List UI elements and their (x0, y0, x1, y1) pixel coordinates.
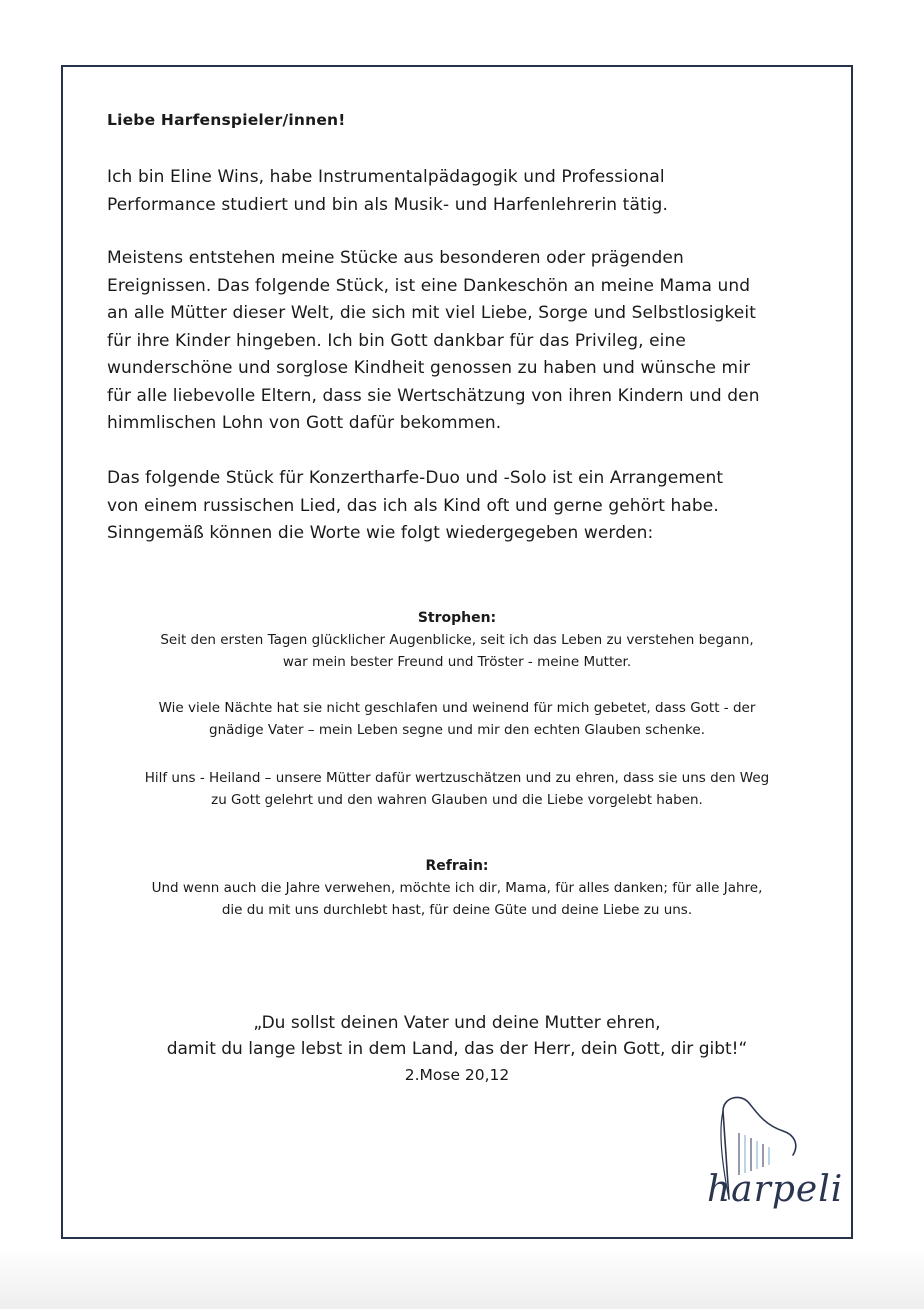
story-line: an alle Mütter dieser Welt, die sich mit viel Liebe, Sorge und Selbstlosigkeit (107, 303, 756, 323)
quote-line: „Du sollst deinen Vater und deine Mutter ehren, (253, 1013, 661, 1033)
intro-line: Ich bin Eline Wins, habe Instrumentalpädagogik und Professional (107, 167, 665, 187)
verse-line: zu Gott gelehrt und den wahren Glauben und die Liebe vorgelebt haben. (211, 792, 703, 808)
verse-line: Wie viele Nächte hat sie nicht geschlafen und weinend für mich gebetet, dass Gott - der (158, 700, 756, 716)
document-frame (61, 65, 853, 1239)
intro-line: Performance studiert und bin als Musik- und Harfenlehrerin tätig. (107, 194, 668, 215)
refrain-text (63, 877, 851, 921)
piece-line: Sinngemäß können die Worte wie folgt wiedergegeben werden: (107, 523, 654, 543)
refrain-line: die du mit uns durchlebt hast, für deine Güte und deine Liebe zu uns. (221, 902, 693, 918)
logo-wordmark: harpeli (707, 1169, 844, 1210)
strophen-heading: Strophen: (417, 610, 497, 626)
strophen-section (63, 607, 851, 629)
refrain-line: Und wenn auch die Jahre verwehen, möchte ich dir, Mama, für alles danken; für alle Jahre, (151, 880, 763, 896)
story-paragraph (107, 245, 827, 438)
story-line: für alle liebevolle Eltern, dass sie Wertschätzung von ihren Kindern und den (107, 385, 760, 406)
verse-line: Hilf uns - Heiland – unsere Mütter dafür wertzuschätzen und zu ehren, dass sie uns den Weg (144, 770, 770, 786)
greeting: Liebe Harfenspieler/innen! (107, 111, 346, 129)
harp-icon (699, 1089, 849, 1219)
quote-line: damit du lange lebst in dem Land, das der Herr, dein Gott, dir gibt!“ (166, 1039, 748, 1059)
verse-1 (63, 629, 851, 673)
piece-line: von einem russischen Lied, das ich als Kind oft und gerne gehört habe. (107, 495, 719, 516)
story-line: Ereignissen. Das folgende Stück, ist eine Dankeschön an meine Mama und (107, 275, 751, 296)
piece-paragraph (107, 465, 827, 548)
quote-reference: 2.Mose 20,12 (404, 1066, 510, 1084)
story-line: himmlischen Lohn von Gott dafür bekommen. (107, 413, 502, 433)
story-line: für ihre Kinder hingeben. Ich bin Gott dankbar für das Privileg, eine (107, 330, 686, 351)
refrain-heading: Refrain: (425, 858, 489, 874)
verse-line: Seit den ersten Tagen glücklicher Augenblicke, seit ich das Leben zu verstehen begann, (160, 632, 754, 648)
verse-line: war mein bester Freund und Tröster - meine Mutter. (282, 654, 632, 670)
harpeli-logo (699, 1089, 849, 1219)
verse-3 (63, 767, 851, 811)
bible-quote (63, 1010, 851, 1088)
verse-line: gnädige Vater – mein Leben segne und mir den echten Glauben schenke. (209, 722, 705, 738)
refrain-section (63, 855, 851, 877)
piece-line: Das folgende Stück für Konzertharfe-Duo und -Solo ist ein Arrangement (107, 468, 724, 488)
page-bottom-shade (0, 1247, 924, 1309)
story-line: Meistens entstehen meine Stücke aus besonderen oder prägenden (107, 248, 684, 268)
verse-2 (63, 697, 851, 741)
intro-paragraph (107, 164, 827, 219)
story-line: wunderschöne und sorglose Kindheit genossen zu haben und wünsche mir (107, 358, 751, 378)
